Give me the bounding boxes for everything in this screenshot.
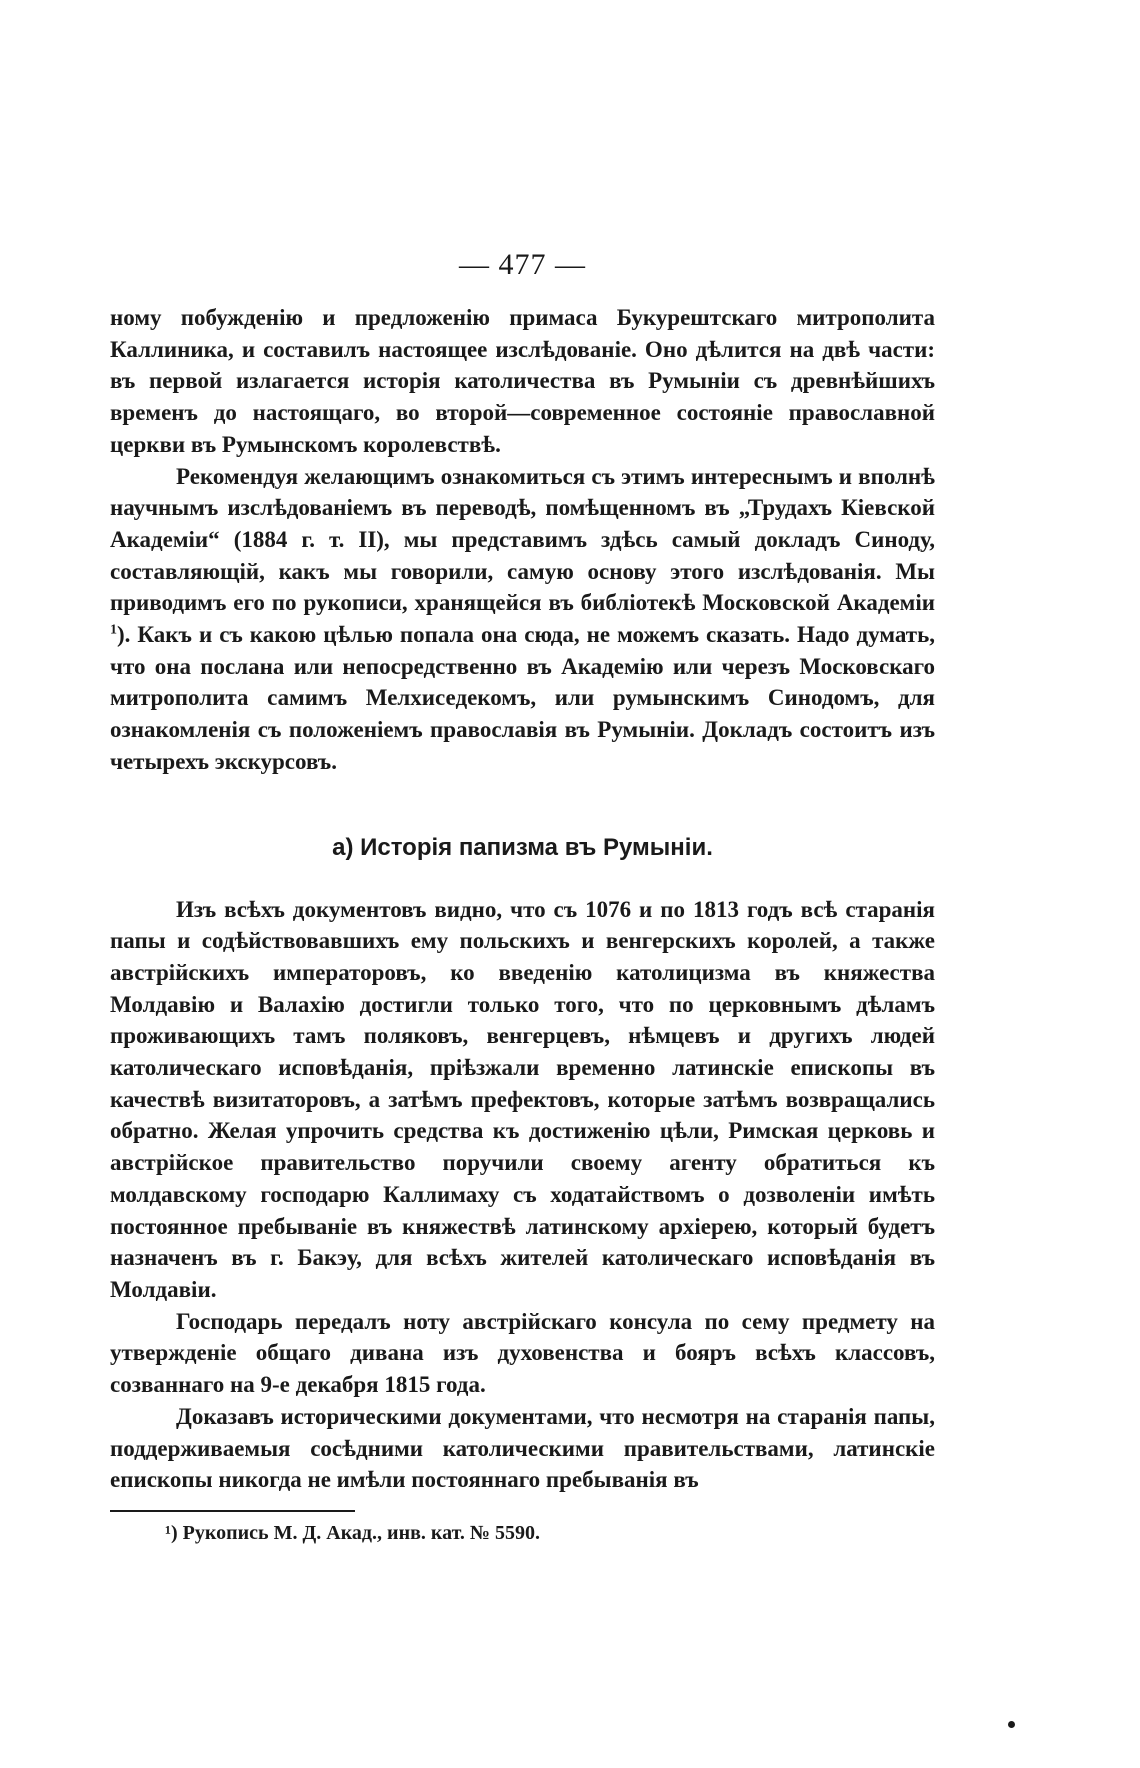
book-page [110, 248, 935, 1545]
paragraph-3: Изъ всѣхъ документовъ видно, что съ 1076 и по 1813 годъ всѣ старанія папы и содѣйствовавшихъ ему польскихъ и венгерскихъ королей, а также австрійскихъ императоровъ, ко введенію католицизма въ княжества Молдавію и Валахію достигли только того, что по церковнымъ дѣламъ проживающихъ тамъ поляковъ, венгерцевъ, нѣмцевъ и другихъ людей католическаго исповѣданія, пріѣзжали временно латинскіе епископы въ качествѣ визитаторовъ, а затѣмъ префектовъ, которые затѣмъ возвращались обратно. Желая упрочить средства къ достиженію цѣли, Римская церковь и австрійское правительство поручили своему агенту обратиться къ молдавскому господарю Каллимаху съ ходатайствомъ о дозволеніи имѣть постоянное пребываніе въ княжествѣ латинскому архіерею, который будетъ назначенъ въ г. Бакэу, для всѣхъ жителей католическаго исповѣданія въ Молдавіи. [110, 896, 935, 1302]
paragraph-4: Господарь передалъ ноту австрійскаго консула по сему предмету на утвержденіе общаго дивана изъ духовенства и бояръ всѣхъ классовъ, созваннаго на 9-е декабря 1815 года. [110, 1308, 935, 1398]
paragraph-2-text-b: ). Какъ и съ какою цѣлью попала она сюда, не можемъ сказать. Надо думать, что она послана или непосредственно въ Академію или черезъ Московскаго митрополита самимъ Мелхиседекомъ, или румынскимъ Синодомъ, для ознакомленія съ положеніемъ православія въ Румыніи. Докладъ состоитъ изъ четырехъ экскурсовъ. [110, 622, 935, 774]
section-heading: а) Исторія папизма въ Румыніи. [332, 833, 713, 861]
footnote: ¹) Рукопись М. Д. Акад., инв. кат. № 5590. [165, 1521, 541, 1544]
footnote-divider [110, 1510, 355, 1512]
paragraph-1: ному побужденію и предложенію примаса Букурештскаго митрополита Каллиника, и составилъ настоящее изслѣдованіе. Оно дѣлится на двѣ части: въ первой излагается исторія католичества въ Румыніи съ древнѣйшихъ временъ до настоящаго, во второй—современное состояніе православной церкви въ Румынскомъ королевствѣ. [110, 305, 935, 457]
paragraph-5: Доказавъ историческими документами, что несмотря на старанія папы, поддерживаемыя сосѣдними католическими правительствами, латинскіе епископы никогда не имѣли постояннаго пребыванія въ [110, 1403, 935, 1493]
footnote-marker: 1 [110, 622, 117, 638]
scan-speck [1008, 1721, 1015, 1728]
page-number: — 477 — [459, 248, 586, 281]
paragraph-2 [110, 461, 935, 778]
paragraph-2-text-a: Рекомендуя желающимъ ознакомиться съ этимъ интереснымъ и вполнѣ научнымъ изслѣдованіемъ въ переводѣ, помѣщенномъ въ „Трудахъ Кіевской Академіи“ (1884 г. т. II), мы представимъ здѣсь самый докладъ Синоду, составляющій, какъ мы говорили, самую основу этого изслѣдованія. Мы приводимъ его по рукописи, хранящейся въ библіотекѣ Московской Академіи [110, 463, 935, 616]
